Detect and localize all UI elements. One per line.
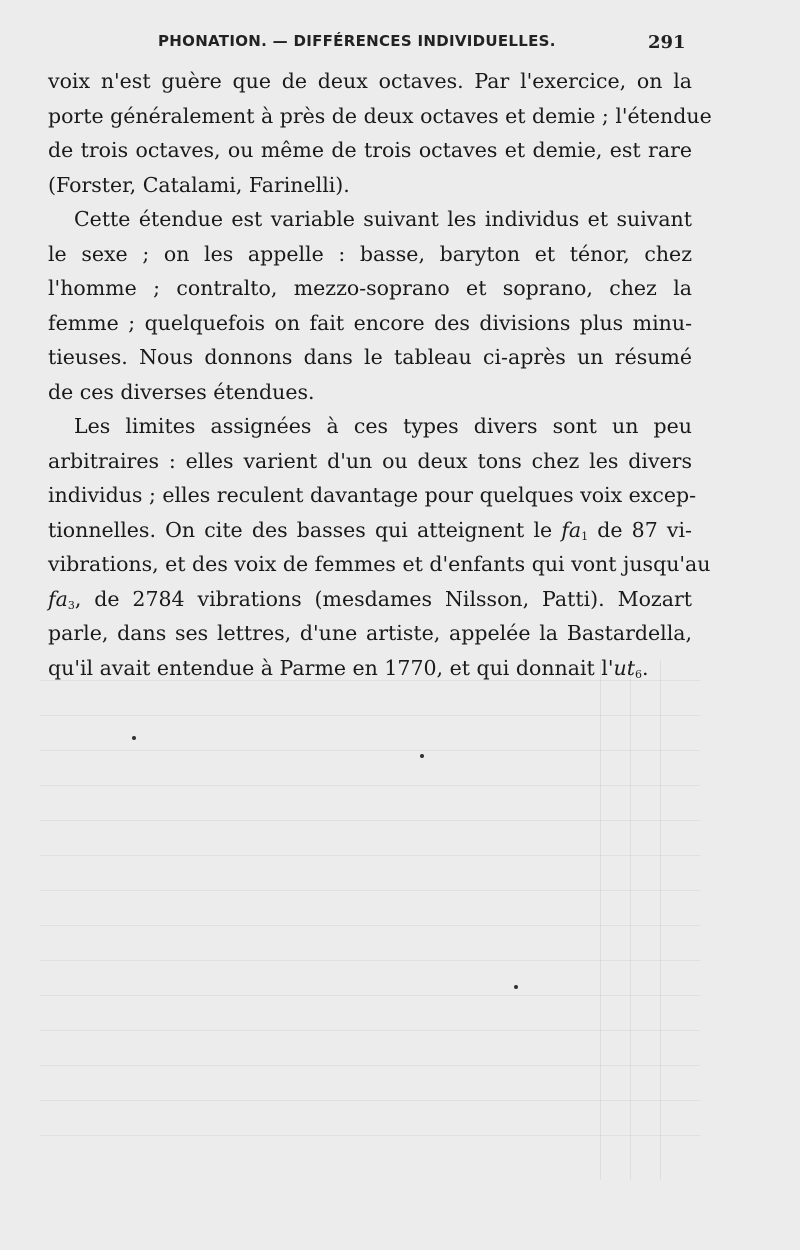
page-number: 291 xyxy=(648,32,686,53)
speck xyxy=(514,985,518,989)
text-line-with-note xyxy=(48,582,692,617)
note-octave: 1 xyxy=(581,529,589,543)
text-segment: de 87 vi- xyxy=(597,517,692,542)
text-line: voix n'est guère que de deux octaves. Par l'exercice, on la xyxy=(48,69,692,93)
paragraph-1 xyxy=(48,64,712,202)
note-name: ut xyxy=(613,655,635,680)
paragraph-3 xyxy=(48,409,711,685)
speck xyxy=(132,736,136,740)
text-line: de ces diverses étendues. xyxy=(48,379,315,404)
page-header xyxy=(0,32,800,60)
text-line-with-note xyxy=(48,651,692,686)
body-text xyxy=(48,64,712,685)
text-segment: . xyxy=(641,655,649,680)
note-octave: 6 xyxy=(634,667,642,681)
speck xyxy=(420,754,424,758)
text-line-with-note xyxy=(48,513,692,548)
text-line: (Forster, Catalami, Farinelli). xyxy=(48,172,350,197)
text-line: arbitraires : elles varient d'un ou deux tons chez les divers xyxy=(48,448,692,473)
text-line: porte généralement à près de deux octaves et demie ; l'étendue xyxy=(48,103,712,128)
reverse-side-bleed xyxy=(40,660,740,1200)
text-line: vibrations, et des voix de femmes et d'enfants qui vont jusqu'au xyxy=(48,552,711,576)
text-line: de trois octaves, ou même de trois octaves et demie, est rare xyxy=(48,138,692,162)
text-segment: , xyxy=(74,586,82,611)
text-segment: qu'il avait entendue à Parme en 1770, et qui donnait xyxy=(48,655,595,680)
text-line: tieuses. Nous donnons dans le tableau ci-après un résumé xyxy=(48,345,692,369)
text-segment: l' xyxy=(601,655,614,680)
text-line: individus ; elles reculent davantage pour quelques voix excep- xyxy=(48,483,697,507)
text-line: Cette étendue est variable suivant les individus et suivant xyxy=(74,207,692,231)
note-name: fa xyxy=(561,517,582,542)
running-head: PHONATION. — DIFFÉRENCES INDIVIDUELLES. xyxy=(158,32,556,50)
text-line: femme ; quelquefois on fait encore des divisions plus minu- xyxy=(48,310,692,335)
text-segment: tionnelles. On cite des basses qui atteignent le xyxy=(48,517,553,542)
text-line: parle, dans ses lettres, d'une artiste, appelée la Bastardella, xyxy=(48,621,692,645)
paragraph-2 xyxy=(48,202,692,409)
text-line: l'homme ; contralto, mezzo-soprano et soprano, chez la xyxy=(48,276,692,300)
text-line: le sexe ; on les appelle : basse, baryton et ténor, chez xyxy=(48,241,692,266)
note-octave: 3 xyxy=(67,598,75,612)
text-segment: de 2784 vibrations (mesdames Nilsson, Patti). Mozart xyxy=(94,586,692,611)
text-line: Les limites assignées à ces types divers sont un peu xyxy=(74,414,692,438)
note-name: fa xyxy=(48,586,68,611)
